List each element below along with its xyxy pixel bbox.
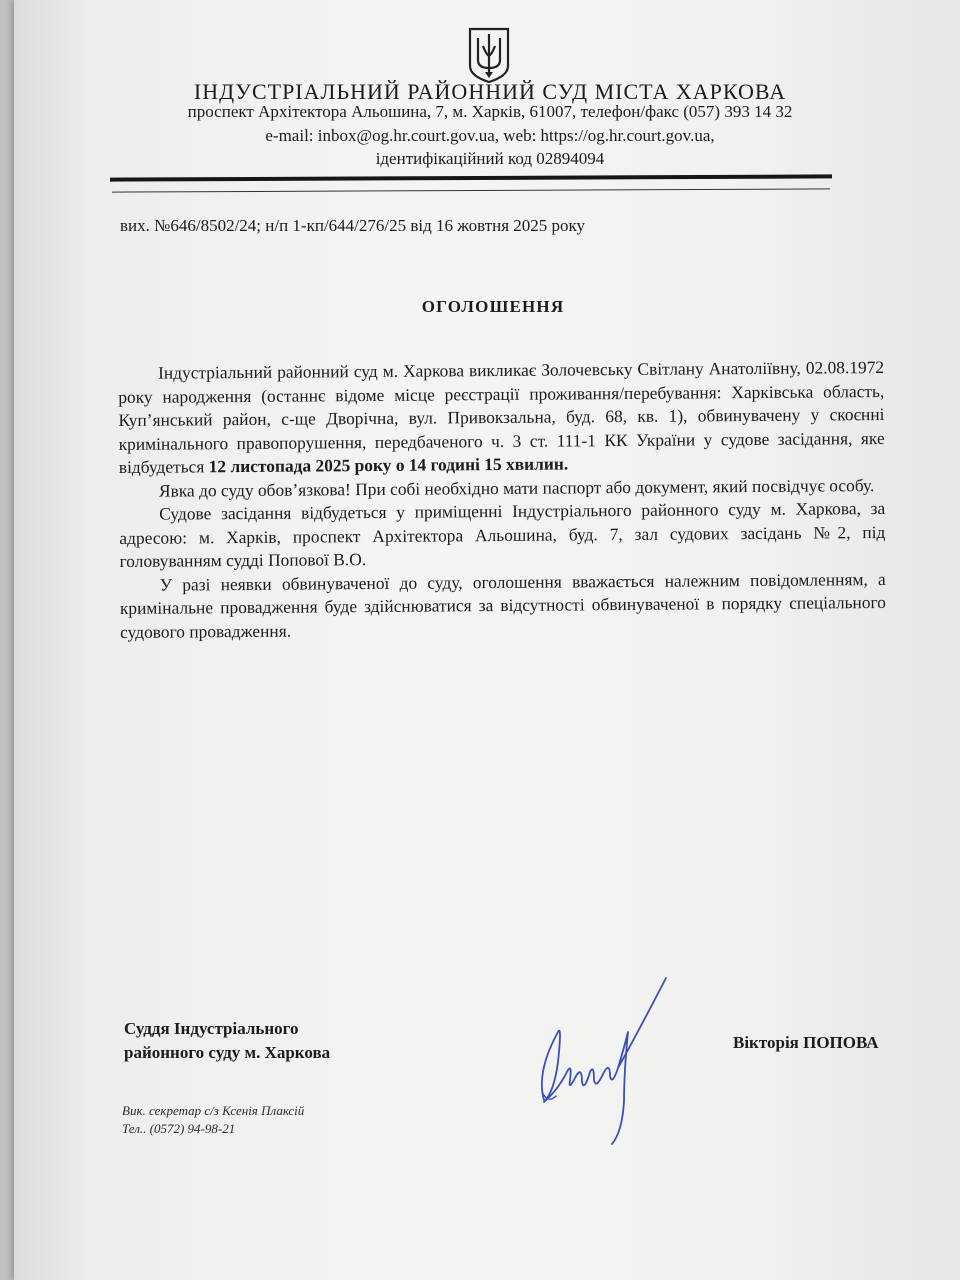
court-name: ІНДУСТРІАЛЬНИЙ РАЙОННИЙ СУД МІСТА ХАРКОВА <box>193 79 787 104</box>
hearing-datetime: 12 листопада 2025 року о 14 годині 15 хвилин. <box>208 453 569 477</box>
judge-name: Вікторія ПОПОВА <box>733 1033 879 1052</box>
court-code: ідентифікаційний код 02894094 <box>375 149 605 168</box>
handwritten-signature <box>528 972 678 1152</box>
paragraph-summons: Індустріальний районний суд м. Харкова викликає Золочевську Світлану Анатоліївну, 02.08.1972 року народження (останнє відоме місце реєстрації проживання/перебування: Харківська область, Куп’янський район, с-ще Дворічна, вул. Привокзальна, буд. 68, кв. 1), обвинувачену у скоєнні кримінального правопорушення, передбаченого ч. 3 ст. 111-1 КК України у судове засідання, яке відбудеться 12 листопада 2025 року о 14 годині 15 хвилин. <box>118 356 885 477</box>
paragraph-attendance: Явка до суду обов’язкова! При собі необхідно мати паспорт або документ, який посвідчує особу. <box>158 474 875 501</box>
secretary-name: Вик. секретар с/з Ксенія Плаксій <box>122 1103 305 1118</box>
judge-position: Суддя Індустріального районного суду м. Харкова <box>124 1019 331 1062</box>
court-contacts: e-mail: inbox@og.hr.court.gov.ua, web: https://og.hr.court.gov.ua, <box>265 126 715 145</box>
secretary-info <box>122 1102 304 1138</box>
trident-emblem-icon <box>466 26 512 84</box>
document-title: ОГОЛОШЕННЯ <box>421 297 565 316</box>
announcement-body <box>118 356 886 644</box>
secretary-phone: Тел.. (0572) 94-98-21 <box>122 1121 236 1136</box>
paragraph-location: Судове засідання відбудеться у приміщенні Індустріального районного суду м. Харкова, за адресою: м. Харків, проспект Архітектора Альошина, буд. 7, зал судових засідань №2, під головуванням судді Попової В.О. <box>119 497 886 571</box>
outgoing-reference: вих. №646/8502/24; н/п 1-кп/644/276/25 від 16 жовтня 2025 року <box>120 216 586 235</box>
court-address: проспект Архітектора Альошина, 7, м. Харків, 61007, телефон/факс (057) 393 14 32 <box>187 102 793 121</box>
paragraph-consequences: У разі неявки обвинуваченої до суду, оголошення вважається належним повідомленням, а кримінальне провадження буде здійснюватися за відсутності обвинуваченої в порядку спеціального судового провадження. <box>119 568 886 642</box>
